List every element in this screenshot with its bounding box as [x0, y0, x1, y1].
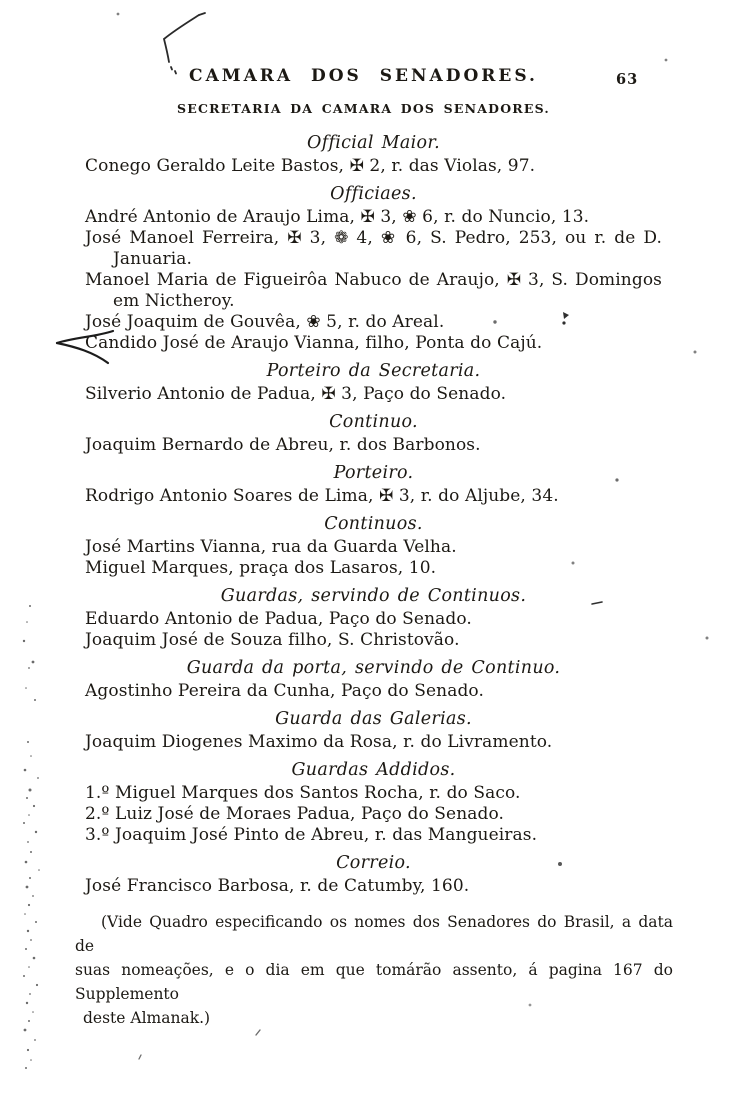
entry-line: 2.º Luiz José de Moraes Padua, Paço do Senado. [85, 804, 505, 824]
section-subtitle: SECRETARIA DA CAMARA DOS SENADORES. [177, 101, 550, 116]
entry-line: José Francisco Barbosa, r. de Catumby, 160. [85, 876, 470, 896]
section-heading: Guarda das Galerias. [275, 709, 472, 729]
section-heading: Guardas Addidos. [291, 760, 456, 780]
footnote-line: (Vide Quadro especificando os nomes dos Senadores do Brasil, a data de [75, 913, 673, 955]
handwritten-mark-top [164, 13, 205, 74]
entry-line: José Joaquim de Gouvêa, ❀ 5, r. do Areal. [85, 312, 445, 332]
page-body [75, 126, 673, 1030]
page-title: CAMARA DOS SENADORES. [189, 66, 538, 86]
entry-line-continuation: Januaria. [113, 249, 192, 269]
section-heading: Continuo. [329, 412, 418, 432]
entry-line: José Manoel Ferreira, ✠ 3, ❁ 4, ❀ 6, S. Pedro, 253, ou r. de D. [85, 228, 662, 248]
entry-line: Eduardo Antonio de Padua, Paço do Senado. [85, 609, 472, 629]
entry-line: José Martins Vianna, rua da Guarda Velha. [85, 537, 457, 557]
entry-line: Joaquim Bernardo de Abreu, r. dos Barbonos. [85, 435, 481, 455]
section-heading: Officiaes. [330, 184, 417, 204]
footnote-line: suas nomeações, e o dia em que tomárão assento, á pagina 167 do Supplemento [75, 961, 673, 1003]
entry-line-continuation: em Nictheroy. [113, 291, 235, 311]
entry-line: Candido José de Araujo Vianna, filho, Ponta do Cajú. [85, 333, 543, 353]
entry-line: Agostinho Pereira da Cunha, Paço do Senado. [85, 681, 484, 701]
footnote-line: deste Almanak.) [83, 1009, 211, 1027]
entry-line: Conego Geraldo Leite Bastos, ✠ 2, r. das Violas, 97. [85, 156, 536, 176]
entry-line: André Antonio de Araujo Lima, ✠ 3, ❀ 6, r. do Nuncio, 13. [85, 207, 590, 227]
page-number: 63 [616, 71, 639, 88]
section-heading: Correio. [336, 853, 411, 873]
section-heading: Continuos. [324, 514, 423, 534]
section-heading: Porteiro. [333, 463, 414, 483]
section-heading: Guardas, servindo de Continuos. [220, 586, 527, 606]
entry-line: 1.º Miguel Marques dos Santos Rocha, r. do Saco. [85, 783, 521, 803]
entry-line: Rodrigo Antonio Soares de Lima, ✠ 3, r. do Aljube, 34. [85, 486, 559, 506]
entry-line: Miguel Marques, praça dos Lasaros, 10. [85, 558, 437, 578]
section-heading: Official Maior. [307, 133, 440, 153]
section-heading: Guarda da porta, servindo de Continuo. [186, 658, 561, 678]
footnote-paragraph [75, 910, 673, 1030]
entry-line: Manoel Maria de Figueirôa Nabuco de Araujo, ✠ 3, S. Domingos [85, 270, 662, 290]
section-heading: Porteiro da Secretaria. [266, 361, 481, 381]
entry-line: Joaquim Diogenes Maximo da Rosa, r. do Livramento. [85, 732, 553, 752]
scan-noise-left-margin [23, 605, 40, 1069]
entry-line: Joaquim José de Souza filho, S. Christovão. [85, 630, 460, 650]
entry-line: Silverio Antonio de Padua, ✠ 3, Paço do Senado. [85, 384, 507, 404]
entry-line: 3.º Joaquim José Pinto de Abreu, r. das Mangueiras. [85, 825, 538, 845]
